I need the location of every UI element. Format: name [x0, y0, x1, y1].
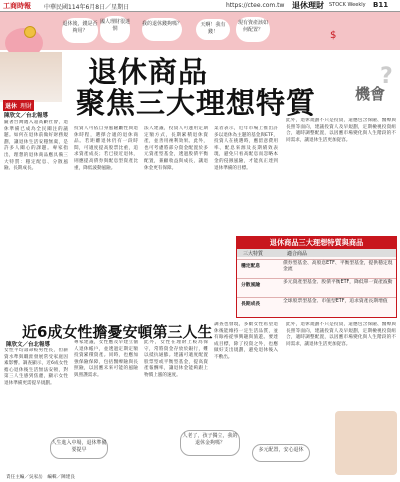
coin-icon [24, 26, 36, 38]
table-cell-products: 多元資產型基金、股債平衡ETF，降低單一資產波動 [283, 280, 393, 285]
banner-cloud: 天啊！我有錢！ [196, 19, 230, 40]
article1-column: 投資人可依自身風險屬性與退休時程，選擇合適的退休商品。若距離退休仍有一段時間，可適度提高股票比重，追求資產成長；若已接近退休，則應提高債券與配息型資產比重，降低波動風險。 [74, 126, 138, 171]
tag-finance: 理財 [18, 100, 34, 111]
question-mark-icon: ? [380, 64, 393, 89]
table-header-trait: 三大特質 [243, 251, 264, 257]
weekly-label: STOCK Weekly [329, 2, 366, 8]
article2-column: 此外，退休規劃不只是投資，還應包含保險、醫療與長照等面向，建議投資人及早規劃，定期檢視投資組合，適時調整配置，以因應市場變化與人生階段的不同需求，讓退休生活更加從容。 [286, 322, 396, 347]
table-cell-products: 債券型基金、高股息ETF、平衡型基金，提供穩定現金流 [283, 261, 393, 272]
woman-illustration [335, 411, 397, 475]
article2-author: 陳欣文／台北報導 [6, 342, 51, 348]
table-header [237, 249, 396, 257]
speech-bubble: 人生進入中場，退休準備要提早 [50, 437, 108, 459]
article2-column: 調查也發現，多數女性希望退休後能維持一定生活品質，並有餘裕從事興趣與旅遊。要達成目標，除了投資之外，也應做好支出規劃，避免退休後入不敷出。 [214, 322, 278, 360]
banner-cloud: 現有資產該如何配置？ [236, 17, 270, 42]
money-icon: $ [330, 30, 337, 41]
article1-column: 此外，退休規劃不只是投資，還應包含保險、醫療與長照等面向，建議投資人及早規劃，定期檢視投資組合，適時調整配置，以因應市場變化與人生階段的不同需求，讓退休生活更加從容。 [286, 118, 396, 143]
page-number: B11 [373, 1, 389, 9]
article1-column: 業者表示，近年市場上推出許多以退休為主題的基金與ETF，投資人在挑選時，應留意費用率、配息來源及長期績效表現，避免只看高配息而忽略本金的侵蝕風險，才能真正達到退休準備的目標。 [214, 126, 278, 171]
table-cell-products: 全球股票型基金、市值型ETF，追求資產長期增值 [283, 299, 388, 304]
speech-bubble: 人老了，孩子獨立，我的退休金夠嗎？ [180, 430, 240, 456]
table-cell-trait: 穩定配息 [241, 264, 261, 269]
table-cell-trait: 長期成長 [241, 302, 261, 307]
speech-bubble: 多元配置，安心退休 [252, 444, 310, 462]
table-header-products: 適合商品 [287, 251, 308, 257]
table-row [237, 278, 396, 297]
banner-cloud: 我的退休錢夠嗎？ [142, 18, 182, 41]
newspaper-logo: 工商時報 [3, 2, 31, 10]
page-footer: 責任主編／吳家岳 編輯／陳建良 [6, 475, 75, 480]
article2-column: 女性平均壽命較男性長，但薪資水準與職涯發展常受家庭因素影響。調查顯示，近6成女性擔心退休後生活無法安頓，對第三人生感到焦慮，顯示女性退休準備更需提早規劃。 [4, 348, 68, 386]
article1-author: 陳欣文／台北報導 [4, 113, 49, 119]
headline-line2: 聚焦三大理想特質 [76, 86, 317, 120]
website-url[interactable]: https://ctee.com.tw [226, 2, 285, 9]
opportunity-label: 機會 [355, 85, 386, 103]
table-row [237, 297, 396, 316]
dateline: 中華民國114年6月8日／星期日 [44, 4, 130, 11]
banner-illustration [0, 12, 400, 50]
page-header [0, 0, 400, 12]
table-cell-trait: 分散風險 [241, 283, 261, 288]
article2-headline: 近6成女性擔憂安頓第三人生 [22, 323, 213, 341]
section-name: 退休理財 [292, 1, 324, 10]
woman-photo [0, 52, 62, 102]
banner-cloud: 國人理財很迷惘 [100, 16, 130, 43]
article2-column: 此外，女性在理財上較為保守，常將資金存放於銀行，難以抵抗通膨。建議可適度配置股票型或平衡型基金，提高資產報酬率，讓退休金能夠跟上物價上漲的速度。 [144, 340, 208, 378]
article1-column: 隨著台灣邁入超高齡社會，退休準備已成為全民關注的議題。如何在退休前做好財務規劃，讓退休生活安穩無虞，是許多人關心的課題。專家指出，理想的退休商品應具備三大特質：穩定配息、分散風險、長期成長。 [4, 120, 68, 172]
article2-column: 專家建議，女性應及早建立個人退休帳戶，並透過定期定額投資累積資產。同時，也應加強保險保障，包括醫療險與長照險，以因應未來可能的風險與照護需求。 [74, 340, 138, 378]
product-table [236, 236, 397, 318]
headline-line1: 退休商品 [88, 55, 209, 89]
tag-retire: 退休 [3, 100, 19, 111]
table-row [237, 259, 396, 278]
table-title: 退休商品三大理想特質與商品 [237, 237, 396, 249]
article1-column: 法人建議，投資人可運用定期定額方式，長期累積退休資產，並善用複利效果。此外，也可考慮將部分資金配置於多元資產型基金，透過股債平衡配置，兼顧收益與成長，讓退休金更有保障。 [144, 126, 208, 171]
banner-cloud: 退休後，錢是否夠用？ [62, 18, 98, 43]
